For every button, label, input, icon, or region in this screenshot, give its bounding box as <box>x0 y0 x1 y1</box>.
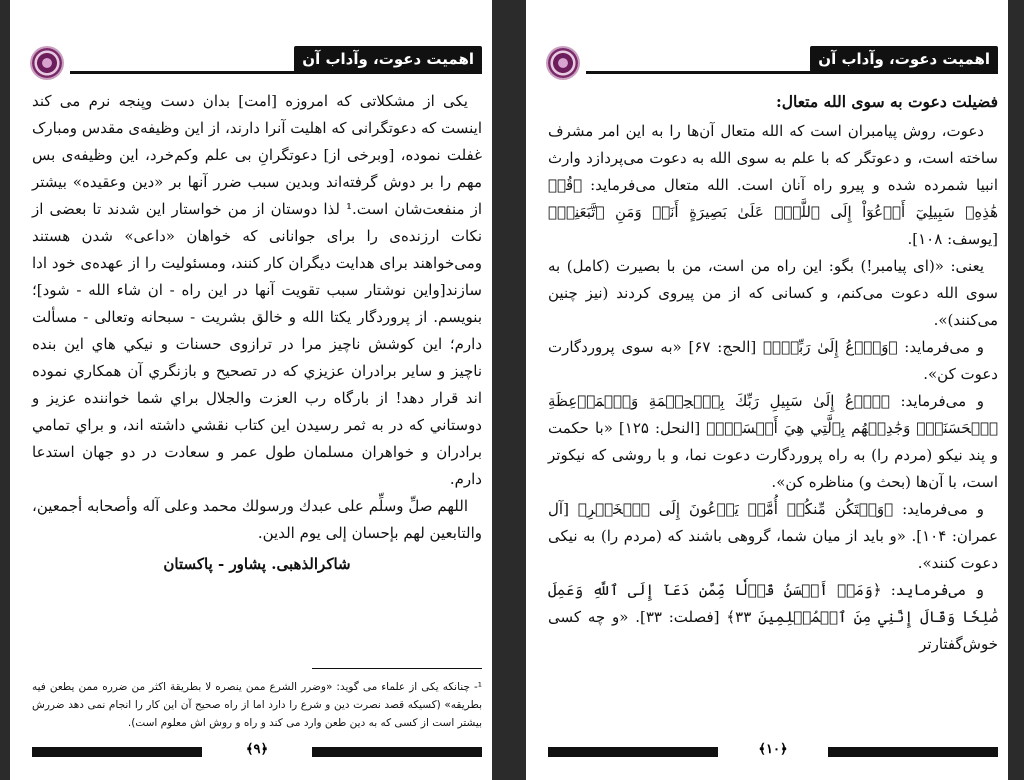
right-page <box>526 0 1008 780</box>
body-paragraph: یعنی: «(ای پیامبر!) بگو: این راه من است، من با بصیرت (کامل) به سوی الله دعوت می‌کنم، و کسانی که از من پیروی کردند (نیز چنین می‌کنند)». <box>548 257 998 329</box>
footer-bar <box>312 747 482 757</box>
footer-bar <box>32 747 202 757</box>
emblem-icon <box>32 48 62 78</box>
left-page <box>10 0 492 780</box>
left-page-body <box>32 88 482 578</box>
author-signature: شاکرالذهبی. پشاور - پاکستان <box>163 555 351 573</box>
header-title: اهمیت دعوت، وآداب آن <box>294 46 482 72</box>
left-page-footer <box>32 744 482 760</box>
body-paragraph: و می‌فرماید: ﴿وَٱدۡعُ إِلَىٰ رَبِّكَۖ﴾ [الحج: ۶۷] «به سوی پروردگارت دعوت کن». <box>548 338 998 383</box>
footnote-rule <box>312 668 482 669</box>
body-paragraph: و می‌فرماید: ﴿وَمَنۡ أَحۡسَنُ قَوۡلٗا مِّمَّن دَعَآ إِلَى ٱللَّهِ وَعَمِلَ صَٰلِحٗا وَقَالَ إِنَّنِي مِنَ ٱلۡمُسۡلِمِينَ ٣٣﴾ [فصلت: ۳۳]. «و چه کسی خوش‌گفتارتر <box>548 581 998 653</box>
body-paragraph: اللهم صلِّ وسلِّم علی عبدك ورسولك محمد وعلی آله وأصحابه أجمعین، والتابعین لهم بإحسان إلی یوم الدین. <box>32 497 482 542</box>
section-heading: فضیلت دعوت به سوی الله متعال: <box>776 92 998 111</box>
page-number: ﴿۱۰﴾ <box>758 742 788 757</box>
emblem-icon <box>548 48 578 78</box>
body-paragraph: یکی از مشکلاتی که امروزه [امت] بدان دست وپنجه نرم می کند اینست که دعوتگرانی که اهلیت آنرا دارند، از این وظیفه‌ی مقدس ومبارک غفلت نموده، [وبرخی از] دعوتگرانِ بی علم وکم‌خرد، این وظیفه‌ی بس مهم را بر دوش گرفته‌اند وبدین سبب ضرر آنها بر «دین وعقیده» بیشتر از منفعت‌شان است.¹ لذا دوستان از من خواستار این شدند تا بعضی از نکات ارزنده‌ی را برای جوانانی که خواهان «داعی» شدن هستند ومی‌خواهند برای هدایت دیگران کار کنند، ومسئولیت را از عهده‌ی خود ادا سازند[واین نوشتار سبب تقویت آنها در این راه - ان شاء الله - شود]؛ بنویسم. از پروردگار یکتا الله و خالق بشریت - سبحانه وتعالی - مسألت دارم؛ این کوشش ناچیز مرا در ترازوی حسنات و نیکي هاي این بنده ناچیز و سایر برادران عزیزي که در تصحیح و بازنگري آن همکاري نموده اند قرار دهد! از بارگاه رب العزت والجلال براي شما خواننده عزیز و دوستاني که در به ثمر رسیدن این کتاب نقشي داشته اند، و براي تمامي برادران و خواهران مسلمان طول عمر و سعادت در دو جهان استدعا دارم. <box>32 92 483 488</box>
right-page-body <box>548 88 998 658</box>
body-paragraph: و می‌فرماید: ﴿وَلۡتَكُن مِّنكُمۡ أُمَّةٞ يَدۡعُونَ إِلَى ٱلۡخَيۡرِ﴾ [آل عمران: ۱۰۴]. «و باید از میان شما، گروهی باشند که (مردم را) به نیکی دعوت کنند». <box>548 500 998 572</box>
footer-bar <box>828 747 998 757</box>
header-title: اهمیت دعوت، وآداب آن <box>810 46 998 72</box>
book-gutter <box>492 0 526 780</box>
footer-bar <box>548 747 718 757</box>
footnote: ¹- چنانکه یکی از علماء می گوید: «وضرر الشرع ممن ینصره لا بطریقة اکثر من ضرره ممن یطعن فیه بطریقه» (کسیکه قصد نصرت دین و شرع را دارد اما از راه صحیح آن این کار را انجام نمی دهد ضررش بیشتر است از کسی که به دین طعن وارد می کند و راه و روش اش معلوم است). <box>32 681 482 729</box>
page-number: ﴿۹﴾ <box>245 742 269 757</box>
right-page-header <box>548 40 998 80</box>
right-page-footer <box>548 744 998 760</box>
body-paragraph: دعوت، روش پیامبران است که الله متعال آن‌ها را به این امر مشرف ساخته است، و دعوتگر که با علم به سوی الله به دعوت می‌پردازد وارث انبیا شمرده شده و پیرو راه آنان است. الله متعال می‌فرماید: ﴿قُلۡ هَٰذِهِۦ سَبِيلِيٓ أَدۡعُوٓاْ إِلَى ٱللَّهِۚ عَلَىٰ بَصِيرَةٍ أَنَا۠ وَمَنِ ٱتَّبَعَنِيۖ﴾ [یوسف: ۱۰۸]. <box>548 122 998 248</box>
left-page-header <box>32 40 482 80</box>
body-paragraph: و می‌فرماید: ﴿ٱدۡعُ إِلَىٰ سَبِيلِ رَبِّكَ بِٱلۡحِكۡمَةِ وَٱلۡمَوۡعِظَةِ ٱلۡحَسَنَةِۖ وَجَٰدِلۡهُم بِٱلَّتِي هِيَ أَحۡسَنُۚ﴾ [النحل: ۱۲۵] «با حکمت و پند نیکو (مردم را) به راه پروردگارت دعوت نما، و با روشی که نیکوتر است، با آن‌ها (بحث و) مناظره کن». <box>548 392 998 491</box>
